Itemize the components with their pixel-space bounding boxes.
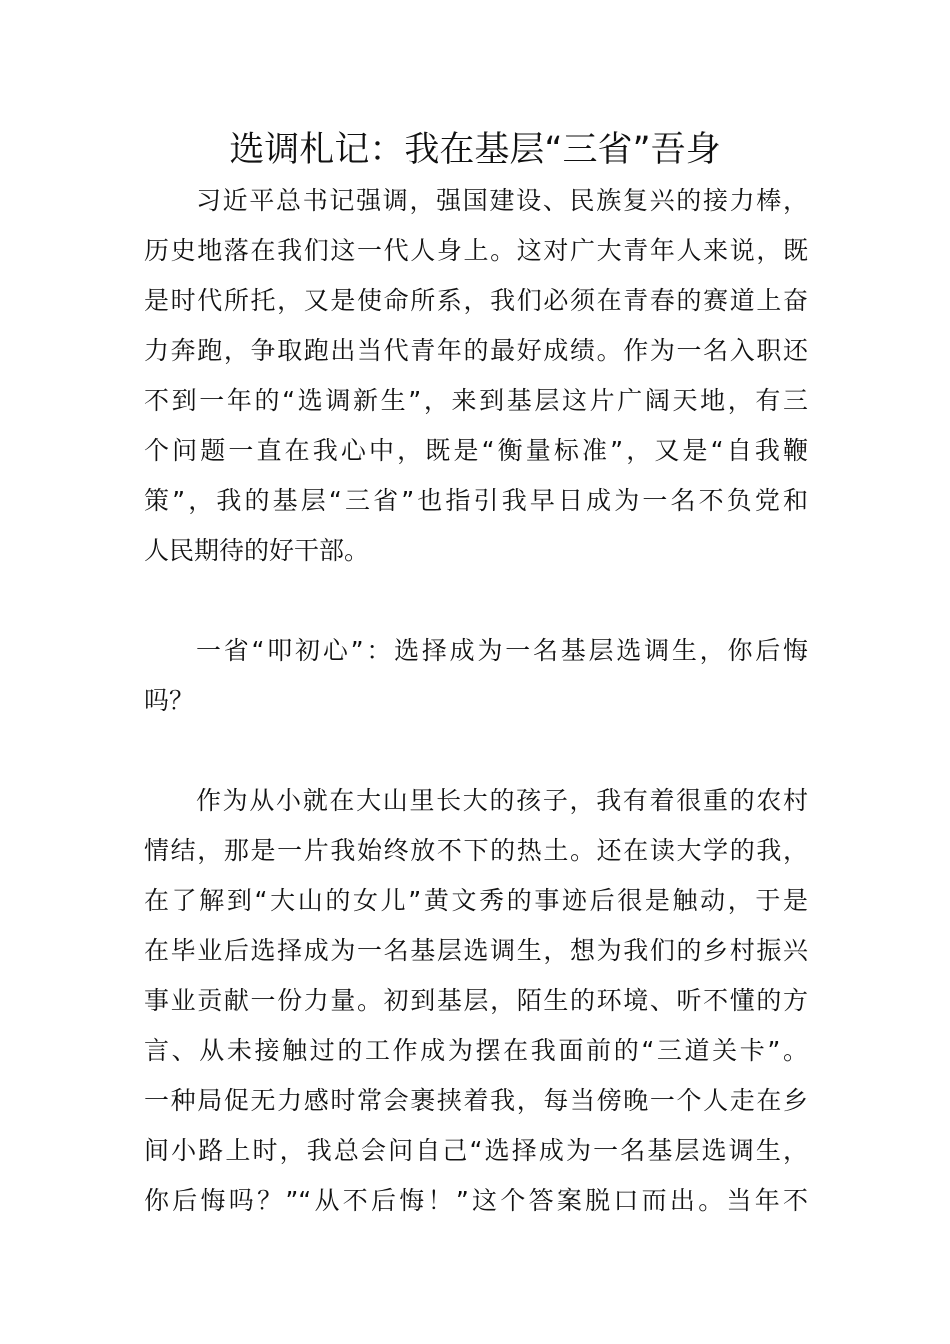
paragraph-1-line-1: 习近平总书记强调，强国建设、民族复兴的接力棒， <box>196 186 808 215</box>
paragraph-1-line-2: 历史地落在我们这一代人身上。这对广大青年人来说，既 <box>144 236 808 265</box>
paragraph-1-line-4: 力奔跑，争取跑出当代青年的最好成绩。作为一名入职还 <box>144 336 808 365</box>
paragraph-1-line-3: 是时代所托，又是使命所系，我们必须在青春的赛道上奋 <box>144 286 808 315</box>
paragraph-2-line-2: 吗？ <box>144 686 195 715</box>
paragraph-3-line-2: 情结，那是一片我始终放不下的热土。还在读大学的我， <box>144 836 808 865</box>
paragraph-2-line-1: 一省“叩初心”：选择成为一名基层选调生，你后悔 <box>196 636 808 665</box>
paragraph-3-line-4: 在毕业后选择成为一名基层选调生，想为我们的乡村振兴 <box>144 936 808 965</box>
paragraph-3-line-3: 在了解到“大山的女儿”黄文秀的事迹后很是触动，于是 <box>144 886 808 915</box>
paragraph-spacer <box>144 576 808 626</box>
paragraph-3-line-5: 事业贡献一份力量。初到基层，陌生的环境、听不懂的方 <box>144 986 808 1015</box>
paragraph-3-line-9: 你后悔吗？”“从不后悔！”这个答案脱口而出。当年不 <box>144 1186 808 1215</box>
paragraph-1-line-6: 个问题一直在我心中，既是“衡量标准”，又是“自我鞭 <box>144 436 808 465</box>
paragraph-1-line-5: 不到一年的“选调新生”，来到基层这片广阔天地，有三 <box>144 386 808 415</box>
paragraph-spacer <box>144 726 808 776</box>
document-title: 选调札记：我在基层“三省”吾身 <box>229 130 721 170</box>
paragraph-3-line-1: 作为从小就在大山里长大的孩子，我有着很重的农村 <box>196 786 808 815</box>
paragraph-1-line-8: 人民期待的好干部。 <box>144 536 370 565</box>
paragraph-3-line-7: 一种局促无力感时常会裹挟着我，每当傍晚一个人走在乡 <box>144 1086 808 1115</box>
paragraph-3-line-6: 言、从未接触过的工作成为摆在我面前的“三道关卡”。 <box>144 1036 808 1065</box>
paragraph-3-line-8: 间小路上时，我总会问自己“选择成为一名基层选调生， <box>144 1136 808 1165</box>
document-body <box>144 176 808 1226</box>
paragraph-1-line-7: 策”，我的基层“三省”也指引我早日成为一名不负党和 <box>144 486 808 515</box>
